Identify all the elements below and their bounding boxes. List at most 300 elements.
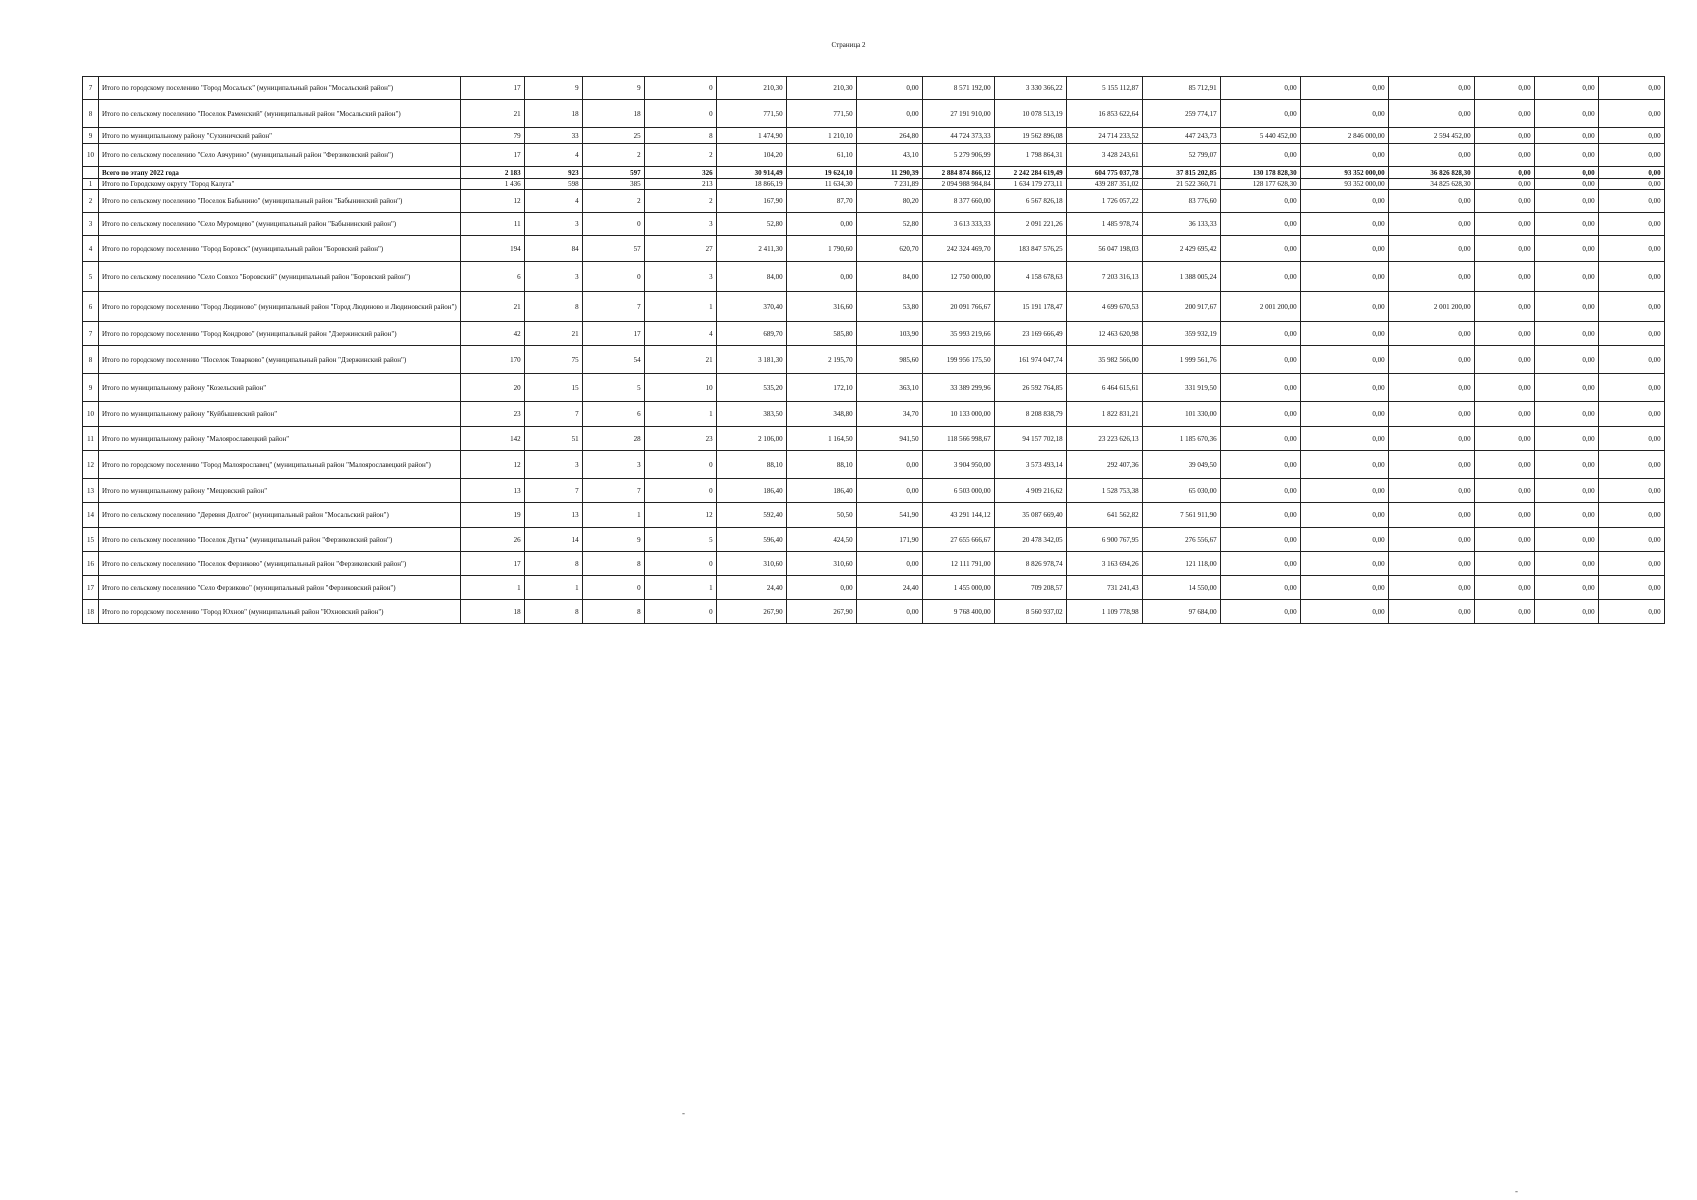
scan-mark: - — [682, 1108, 685, 1118]
value-cell: 194 — [460, 236, 524, 262]
value-cell: 2 242 284 619,49 — [994, 167, 1066, 179]
value-cell: 0,00 — [1534, 451, 1598, 479]
value-cell: 424,50 — [786, 528, 856, 552]
row-number-cell: 13 — [83, 479, 99, 503]
value-cell: 5 — [582, 374, 644, 402]
value-cell: 84,00 — [716, 262, 786, 292]
value-cell: 385 — [582, 179, 644, 190]
value-cell: 264,80 — [856, 128, 922, 144]
value-cell: 0,00 — [1474, 190, 1534, 213]
row-name-cell: Итого по городскому поселению "Город Кондрово" (муниципальный район "Дзержинский район") — [99, 322, 461, 346]
value-cell: 1 — [644, 576, 716, 600]
value-cell: 3 — [644, 213, 716, 236]
value-cell: 121 118,00 — [1142, 552, 1220, 576]
value-cell: 0,00 — [1220, 528, 1300, 552]
value-cell: 771,50 — [786, 100, 856, 128]
value-cell: 596,40 — [716, 528, 786, 552]
value-cell: 35 087 669,40 — [994, 503, 1066, 528]
row-name-cell: Итого по городскому поселению "Город Боровск" (муниципальный район "Боровский район") — [99, 236, 461, 262]
row-number-cell: 4 — [83, 236, 99, 262]
value-cell: 0,00 — [1534, 167, 1598, 179]
value-cell: 24 714 233,52 — [1066, 128, 1142, 144]
value-cell: 0,00 — [1534, 236, 1598, 262]
value-cell: 6 464 615,61 — [1066, 374, 1142, 402]
value-cell: 13 — [460, 479, 524, 503]
value-cell: 0,00 — [1300, 346, 1388, 374]
value-cell: 4 — [644, 322, 716, 346]
value-cell: 0,00 — [1388, 322, 1474, 346]
value-cell: 21 — [460, 292, 524, 322]
value-cell: 3 613 333,33 — [922, 213, 994, 236]
value-cell: 641 562,82 — [1066, 503, 1142, 528]
value-cell: 28 — [582, 427, 644, 451]
table-row — [83, 128, 1665, 144]
value-cell: 172,10 — [786, 374, 856, 402]
value-cell: 7 — [524, 479, 582, 503]
value-cell: 52,80 — [856, 213, 922, 236]
table-row — [83, 322, 1665, 346]
value-cell: 0,00 — [856, 451, 922, 479]
value-cell: 3 — [524, 451, 582, 479]
value-cell: 0,00 — [1598, 262, 1664, 292]
value-cell: 0,00 — [1220, 190, 1300, 213]
table-row — [83, 213, 1665, 236]
value-cell: 348,80 — [786, 402, 856, 427]
value-cell: 17 — [460, 144, 524, 167]
value-cell: 0,00 — [1474, 128, 1534, 144]
value-cell: 4 — [524, 144, 582, 167]
row-name-cell: Итого по сельскому поселению "Поселок Дугна" (муниципальный район "Ферзиковский район") — [99, 528, 461, 552]
value-cell: 0,00 — [1220, 236, 1300, 262]
value-cell: 0,00 — [1300, 374, 1388, 402]
value-cell: 0,00 — [1220, 552, 1300, 576]
value-cell: 5 155 112,87 — [1066, 77, 1142, 100]
row-number-cell: 7 — [83, 77, 99, 100]
value-cell: 39 049,50 — [1142, 451, 1220, 479]
value-cell: 0,00 — [1388, 576, 1474, 600]
value-cell: 0 — [644, 600, 716, 624]
row-name-cell: Итого по сельскому поселению "Село Авчурино" (муниципальный район "Ферзиковский район") — [99, 144, 461, 167]
value-cell: 6 — [582, 402, 644, 427]
value-cell: 3 181,30 — [716, 346, 786, 374]
value-cell: 24,40 — [856, 576, 922, 600]
value-cell: 79 — [460, 128, 524, 144]
table-row — [83, 600, 1665, 624]
value-cell: 44 724 373,33 — [922, 128, 994, 144]
table-row — [83, 292, 1665, 322]
value-cell: 1 109 778,98 — [1066, 600, 1142, 624]
value-cell: 771,50 — [716, 100, 786, 128]
value-cell: 8 — [582, 552, 644, 576]
value-cell: 359 932,19 — [1142, 322, 1220, 346]
value-cell: 0,00 — [1534, 128, 1598, 144]
value-cell: 0,00 — [1220, 576, 1300, 600]
value-cell: 20 091 766,67 — [922, 292, 994, 322]
row-name-cell: Итого по сельскому поселению "Поселок Раменский" (муниципальный район "Мосальский район") — [99, 100, 461, 128]
summary-table — [82, 76, 1665, 624]
value-cell: 0,00 — [786, 262, 856, 292]
scan-mark: - — [1515, 1186, 1518, 1196]
value-cell: 0,00 — [1388, 190, 1474, 213]
value-cell: 0,00 — [1474, 451, 1534, 479]
value-cell: 1 474,90 — [716, 128, 786, 144]
value-cell: 21 — [460, 100, 524, 128]
table-row — [83, 190, 1665, 213]
value-cell: 0,00 — [1388, 213, 1474, 236]
value-cell: 20 478 342,05 — [994, 528, 1066, 552]
value-cell: 0,00 — [1388, 236, 1474, 262]
value-cell: 0,00 — [856, 100, 922, 128]
value-cell: 24,40 — [716, 576, 786, 600]
value-cell: 0,00 — [1388, 427, 1474, 451]
value-cell: 56 047 198,03 — [1066, 236, 1142, 262]
value-cell: 186,40 — [786, 479, 856, 503]
value-cell: 0,00 — [1474, 77, 1534, 100]
value-cell: 13 — [524, 503, 582, 528]
value-cell: 1 — [644, 402, 716, 427]
value-cell: 0,00 — [1220, 100, 1300, 128]
value-cell: 0,00 — [1388, 77, 1474, 100]
value-cell: 0,00 — [1300, 427, 1388, 451]
value-cell: 0,00 — [1300, 236, 1388, 262]
value-cell: 94 157 702,18 — [994, 427, 1066, 451]
value-cell: 118 566 998,67 — [922, 427, 994, 451]
row-number-cell: 9 — [83, 128, 99, 144]
row-name-cell: Итого по городскому поселению "Город Мосальск" (муниципальный район "Мосальский район") — [99, 77, 461, 100]
value-cell: 0,00 — [1300, 213, 1388, 236]
value-cell: 0,00 — [1220, 451, 1300, 479]
value-cell: 51 — [524, 427, 582, 451]
value-cell: 3 163 694,26 — [1066, 552, 1142, 576]
value-cell: 0,00 — [856, 600, 922, 624]
value-cell: 0,00 — [1220, 374, 1300, 402]
value-cell: 731 241,43 — [1066, 576, 1142, 600]
value-cell: 101 330,00 — [1142, 402, 1220, 427]
value-cell: 0,00 — [1300, 552, 1388, 576]
row-number-cell: 8 — [83, 100, 99, 128]
value-cell: 0,00 — [1388, 552, 1474, 576]
value-cell: 8 560 937,02 — [994, 600, 1066, 624]
value-cell: 17 — [460, 77, 524, 100]
value-cell: 4 909 216,62 — [994, 479, 1066, 503]
value-cell: 310,60 — [786, 552, 856, 576]
value-cell: 23 223 626,13 — [1066, 427, 1142, 451]
value-cell: 3 — [524, 213, 582, 236]
value-cell: 2 429 695,42 — [1142, 236, 1220, 262]
value-cell: 103,90 — [856, 322, 922, 346]
value-cell: 439 287 351,02 — [1066, 179, 1142, 190]
value-cell: 0,00 — [856, 77, 922, 100]
value-cell: 18 866,19 — [716, 179, 786, 190]
value-cell: 2 091 221,26 — [994, 213, 1066, 236]
value-cell: 0 — [644, 451, 716, 479]
value-cell: 142 — [460, 427, 524, 451]
value-cell: 1 — [524, 576, 582, 600]
value-cell: 27 191 910,00 — [922, 100, 994, 128]
value-cell: 84,00 — [856, 262, 922, 292]
value-cell: 9 768 400,00 — [922, 600, 994, 624]
row-name-cell: Итого по сельскому поселению "Село Совхоз "Боровский" (муниципальный район "Боровский район") — [99, 262, 461, 292]
value-cell: 75 — [524, 346, 582, 374]
value-cell: 0,00 — [1220, 402, 1300, 427]
value-cell: 0,00 — [1220, 144, 1300, 167]
row-number-cell: 18 — [83, 600, 99, 624]
value-cell: 27 — [644, 236, 716, 262]
value-cell: 0,00 — [1388, 262, 1474, 292]
value-cell: 0,00 — [1474, 167, 1534, 179]
value-cell: 0,00 — [786, 213, 856, 236]
value-cell: 267,90 — [786, 600, 856, 624]
value-cell: 15 — [524, 374, 582, 402]
value-cell: 0,00 — [1220, 322, 1300, 346]
value-cell: 0,00 — [1534, 322, 1598, 346]
value-cell: 0 — [644, 100, 716, 128]
value-cell: 10 133 000,00 — [922, 402, 994, 427]
value-cell: 0,00 — [1388, 451, 1474, 479]
row-name-cell: Итого по городскому поселению "Город Людиново" (муниципальный район "Город Людиново и Людиновский район") — [99, 292, 461, 322]
row-name-cell: Итого по муниципальному району "Сухиничский район" — [99, 128, 461, 144]
value-cell: 10 — [644, 374, 716, 402]
value-cell: 0,00 — [1220, 262, 1300, 292]
value-cell: 0,00 — [1474, 600, 1534, 624]
value-cell: 0,00 — [1300, 190, 1388, 213]
row-number-cell: 8 — [83, 346, 99, 374]
value-cell: 0 — [582, 576, 644, 600]
value-cell: 2 846 000,00 — [1300, 128, 1388, 144]
value-cell: 27 655 666,67 — [922, 528, 994, 552]
value-cell: 0,00 — [1220, 427, 1300, 451]
value-cell: 0,00 — [1388, 100, 1474, 128]
value-cell: 2 884 874 866,12 — [922, 167, 994, 179]
value-cell: 370,40 — [716, 292, 786, 322]
value-cell: 12 750 000,00 — [922, 262, 994, 292]
value-cell: 3 573 493,14 — [994, 451, 1066, 479]
row-name-cell: Итого по сельскому поселению "Деревня Долгое" (муниципальный район "Мосальский район") — [99, 503, 461, 528]
value-cell: 0,00 — [1220, 600, 1300, 624]
row-number-cell: 3 — [83, 213, 99, 236]
value-cell: 267,90 — [716, 600, 786, 624]
value-cell: 0,00 — [856, 479, 922, 503]
value-cell: 3 330 366,22 — [994, 77, 1066, 100]
value-cell: 1 — [460, 576, 524, 600]
value-cell: 61,10 — [786, 144, 856, 167]
value-cell: 21 — [644, 346, 716, 374]
value-cell: 0,00 — [1534, 213, 1598, 236]
value-cell: 0,00 — [1598, 528, 1664, 552]
value-cell: 104,20 — [716, 144, 786, 167]
value-cell: 161 974 047,74 — [994, 346, 1066, 374]
value-cell: 1 999 561,76 — [1142, 346, 1220, 374]
table-row — [83, 503, 1665, 528]
value-cell: 597 — [582, 167, 644, 179]
value-cell: 0,00 — [1534, 77, 1598, 100]
value-cell: 0,00 — [1534, 427, 1598, 451]
row-name-cell: Итого по сельскому поселению "Село Ферзиково" (муниципальный район "Ферзиковский район") — [99, 576, 461, 600]
row-name-cell: Итого по сельскому поселению "Поселок Ферзиково" (муниципальный район "Ферзиковский район") — [99, 552, 461, 576]
value-cell: 0,00 — [1474, 262, 1534, 292]
value-cell: 26 — [460, 528, 524, 552]
value-cell: 85 712,91 — [1142, 77, 1220, 100]
value-cell: 21 — [524, 322, 582, 346]
value-cell: 128 177 628,30 — [1220, 179, 1300, 190]
value-cell: 0,00 — [1220, 503, 1300, 528]
row-number-cell: 11 — [83, 427, 99, 451]
value-cell: 276 556,67 — [1142, 528, 1220, 552]
table-row — [83, 402, 1665, 427]
value-cell: 3 — [582, 451, 644, 479]
value-cell: 5 440 452,00 — [1220, 128, 1300, 144]
value-cell: 8 — [644, 128, 716, 144]
value-cell: 585,80 — [786, 322, 856, 346]
value-cell: 0,00 — [1598, 427, 1664, 451]
value-cell: 33 389 299,96 — [922, 374, 994, 402]
value-cell: 65 030,00 — [1142, 479, 1220, 503]
value-cell: 1 — [582, 503, 644, 528]
value-cell: 0,00 — [1474, 576, 1534, 600]
value-cell: 2 183 — [460, 167, 524, 179]
value-cell: 0,00 — [1534, 402, 1598, 427]
value-cell: 14 — [524, 528, 582, 552]
value-cell: 34,70 — [856, 402, 922, 427]
value-cell: 9 — [582, 77, 644, 100]
value-cell: 6 900 767,95 — [1066, 528, 1142, 552]
value-cell: 0,00 — [1598, 322, 1664, 346]
value-cell: 7 — [582, 292, 644, 322]
value-cell: 97 684,00 — [1142, 600, 1220, 624]
value-cell: 0,00 — [1474, 292, 1534, 322]
value-cell: 0,00 — [1534, 479, 1598, 503]
value-cell: 447 243,73 — [1142, 128, 1220, 144]
value-cell: 8 — [524, 600, 582, 624]
value-cell: 0,00 — [1474, 236, 1534, 262]
value-cell: 941,50 — [856, 427, 922, 451]
value-cell: 87,70 — [786, 190, 856, 213]
table-row — [83, 179, 1665, 190]
value-cell: 6 503 000,00 — [922, 479, 994, 503]
value-cell: 43 291 144,12 — [922, 503, 994, 528]
row-number-cell: 1 — [83, 179, 99, 190]
value-cell: 0,00 — [1388, 528, 1474, 552]
value-cell: 363,10 — [856, 374, 922, 402]
value-cell: 383,50 — [716, 402, 786, 427]
value-cell: 0,00 — [1388, 346, 1474, 374]
value-cell: 50,50 — [786, 503, 856, 528]
value-cell: 1 798 864,31 — [994, 144, 1066, 167]
row-name-cell: Итого по сельскому поселению "Село Муромцево" (муниципальный район "Бабынинский район") — [99, 213, 461, 236]
row-number-cell: 17 — [83, 576, 99, 600]
value-cell: 0,00 — [1534, 503, 1598, 528]
row-name-cell: Итого по городскому поселению "Город Малоярославец" (муниципальный район "Малоярославецкий район") — [99, 451, 461, 479]
value-cell: 0 — [582, 213, 644, 236]
value-cell: 0 — [644, 479, 716, 503]
value-cell: 709 208,57 — [994, 576, 1066, 600]
row-number-cell: 10 — [83, 144, 99, 167]
value-cell: 7 561 911,90 — [1142, 503, 1220, 528]
value-cell: 8 — [582, 600, 644, 624]
value-cell: 8 — [524, 552, 582, 576]
table-row — [83, 144, 1665, 167]
value-cell: 242 324 469,70 — [922, 236, 994, 262]
value-cell: 213 — [644, 179, 716, 190]
value-cell: 3 — [644, 262, 716, 292]
value-cell: 923 — [524, 167, 582, 179]
value-cell: 0,00 — [1598, 451, 1664, 479]
table-total-row — [83, 167, 1665, 179]
value-cell: 5 — [644, 528, 716, 552]
value-cell: 0,00 — [1534, 262, 1598, 292]
value-cell: 2 195,70 — [786, 346, 856, 374]
value-cell: 9 — [524, 77, 582, 100]
value-cell: 12 — [460, 451, 524, 479]
value-cell: 42 — [460, 322, 524, 346]
value-cell: 1 634 179 273,11 — [994, 179, 1066, 190]
row-name-cell: Итого по Городскому округу "Город Калуга" — [99, 179, 461, 190]
value-cell: 14 550,00 — [1142, 576, 1220, 600]
value-cell: 0,00 — [1220, 213, 1300, 236]
row-name-cell: Итого по муниципальному району "Малоярославецкий район" — [99, 427, 461, 451]
value-cell: 93 352 000,00 — [1300, 179, 1388, 190]
value-cell: 0,00 — [1534, 552, 1598, 576]
value-cell: 167,90 — [716, 190, 786, 213]
value-cell: 80,20 — [856, 190, 922, 213]
value-cell: 2 106,00 — [716, 427, 786, 451]
value-cell: 6 567 826,18 — [994, 190, 1066, 213]
value-cell: 57 — [582, 236, 644, 262]
value-cell: 1 — [644, 292, 716, 322]
row-number-cell: 12 — [83, 451, 99, 479]
value-cell: 0,00 — [1474, 503, 1534, 528]
value-cell: 0,00 — [1300, 600, 1388, 624]
value-cell: 0,00 — [1474, 402, 1534, 427]
row-number-cell: 15 — [83, 528, 99, 552]
table-row — [83, 262, 1665, 292]
value-cell: 0,00 — [1534, 292, 1598, 322]
table-row — [83, 346, 1665, 374]
value-cell: 2 — [582, 144, 644, 167]
value-cell: 0,00 — [1534, 600, 1598, 624]
value-cell: 88,10 — [716, 451, 786, 479]
table-row — [83, 236, 1665, 262]
value-cell: 0,00 — [1474, 427, 1534, 451]
value-cell: 18 — [524, 100, 582, 128]
value-cell: 34 825 628,30 — [1388, 179, 1474, 190]
value-cell: 7 — [582, 479, 644, 503]
value-cell: 20 — [460, 374, 524, 402]
value-cell: 25 — [582, 128, 644, 144]
value-cell: 292 407,36 — [1066, 451, 1142, 479]
value-cell: 0 — [644, 552, 716, 576]
value-cell: 200 917,67 — [1142, 292, 1220, 322]
value-cell: 1 210,10 — [786, 128, 856, 144]
value-cell: 0,00 — [1598, 128, 1664, 144]
value-cell: 0,00 — [1300, 451, 1388, 479]
value-cell: 11 634,30 — [786, 179, 856, 190]
value-cell: 604 775 037,78 — [1066, 167, 1142, 179]
value-cell: 0,00 — [1388, 144, 1474, 167]
value-cell: 16 853 622,64 — [1066, 100, 1142, 128]
value-cell: 2 — [644, 190, 716, 213]
value-cell: 12 — [644, 503, 716, 528]
value-cell: 83 776,60 — [1142, 190, 1220, 213]
row-number-cell: 7 — [83, 322, 99, 346]
table-row — [83, 77, 1665, 100]
row-number-cell: 5 — [83, 262, 99, 292]
row-name-cell: Итого по сельскому поселению "Поселок Бабынино" (муниципальный район "Бабынинский район") — [99, 190, 461, 213]
value-cell: 11 290,39 — [856, 167, 922, 179]
row-name-cell: Итого по городскому поселению "Поселок Товарково" (муниципальный район "Дзержинский район") — [99, 346, 461, 374]
value-cell: 541,90 — [856, 503, 922, 528]
value-cell: 12 463 620,98 — [1066, 322, 1142, 346]
